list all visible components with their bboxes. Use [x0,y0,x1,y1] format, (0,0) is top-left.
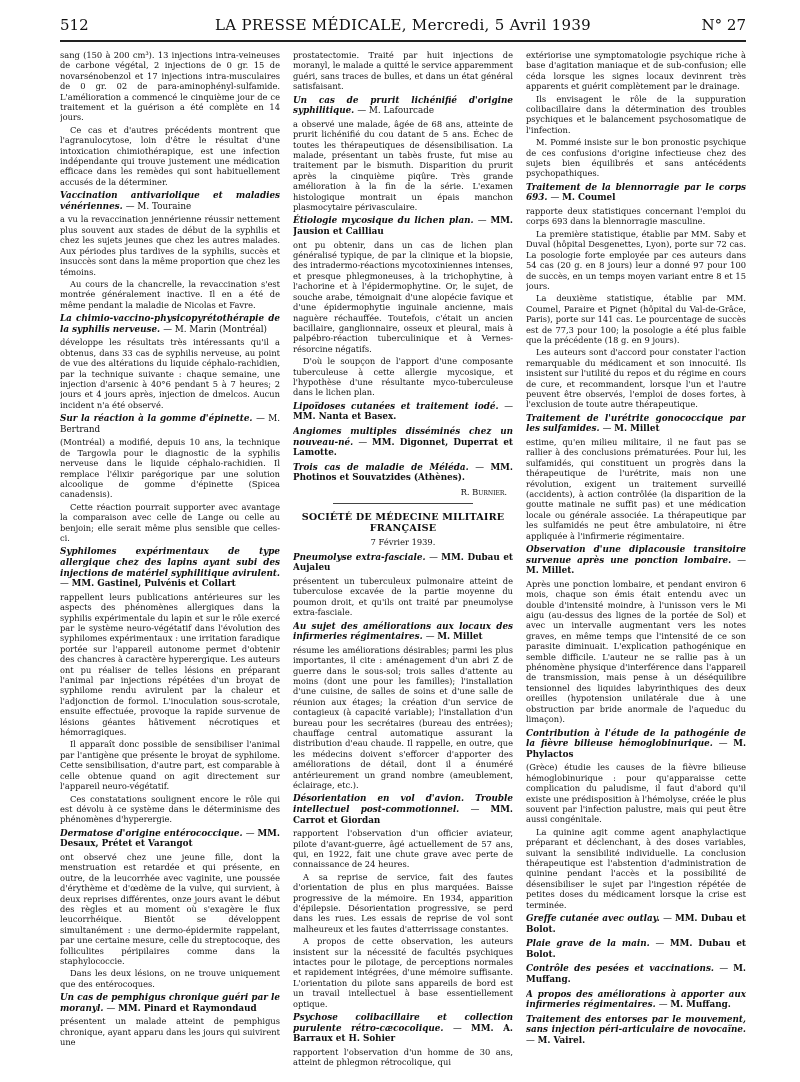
section-body: (Grèce) étudie les causes de la fièvre bilieuse hémoglobinurique : pour qu'apparaisse cette complication du paludisme, il faut d'abord qu'il existe une prédisposition à l'hémolyse, créée le plus souvent par l'infection palustre, mais qui peut être aussi congénitale. [526,762,746,825]
section-body: (Montréal) a modifié, depuis 10 ans, la technique de Targowla pour le diagnostic de la syphilis nerveuse dans le liquide céphalo-rachidien. Il remplace l'élixir parégorique par une solution alcoolique de gomme d'épinette (Spicea canadensis). [60,437,280,500]
section-title: Traitement des entorses par le mouvement, sans injection péri-articulaire de novocaïne. — M. Vairel. [526,1014,746,1046]
section-body: a vu la revaccination jennérienne réussir nettement plus souvent aux stades de début de la syphilis et chez les sujets jeunes que chez les autres malades. Aux périodes plus tardives de la syphilis, succès et insuccès sont dans la même proportion que chez les témoins. [60,214,280,277]
paragraph: Ce cas et d'autres précédents montrent que l'agranulocytose, loin d'être le résultat d'une intoxication chimiothérapique, est une infection indépendante qui trouve justement une médication efficace dans les remèdes qui sont habituellement accusés de la déterminer. [60,124,280,187]
section-body: développe les résultats très intéressants qu'il a obtenus, dans 33 cas de syphilis nerveuse, au point de vue des altérations du liquide céphalo-rachidien, par la technique suivante : chaque semaine, une injection d'arsenic à 40°6 pendant 5 à 7 heures; 2 jours et 4 jours après, injection de dmelcos. Aucun incident n'a été observé. [60,337,280,410]
section-body: rapportent l'observation d'un officier aviateur, pilote d'avant-guerre, âgé actuellement de 57 ans, qui, en 1922, fait une chute grave avec perte de connaissance de 24 heures. [293,828,513,870]
paragraph: M. Pommé insiste sur le bon pronostic psychique de ces confusions d'origine infectieuse chez des sujets bien équilibrés et sans antécédents psychopathiques. [526,137,746,179]
section-title: Trois cas de maladie de Méléda. — MM. Photinos et Souvatzides (Athènes). [293,462,513,484]
section-body: Ces constatations soulignent encore le rôle qui est dévolu à ce système dans le déterminisme des phénomènes d'hyperergie. [60,793,280,825]
section-body: résume les améliorations désirables; parmi les plus importantes, il cite : aménagement d'un abri Z de guerre dans le sous-sol; trois salles d'attente au moins (dont une pour les familles); l'installation d'une cuisine, de salles de soins et d'une salle de réunion aux étages; la création d'un service de contagieux (à capacité variable); l'installation d'un bureau pour les secrétaires (bureau des entrées); chauffage central automatique assurant la distribution d'eau chaude. Il rappelle, en outre, que les médecins doivent s'efforcer d'apporter des améliorations de détail, dont il a énuméré antérieurement un grand nombre (ameublement, éclairage, etc.). [293,644,513,790]
column-left [60,50,280,1070]
column-right [526,50,746,1070]
section-body: A sa reprise de service, fait des fautes d'orientation de plus en plus marquées. Baisse progressive de la mémoire. En 1934, apparition d'épilepsie. Désorientation progressive, se perd dans les rues. Les essais de reprise de vol sont malheureux et les fautes d'atterrissage constantes. [293,871,513,934]
section-body: rappellent leurs publications antérieures sur les aspects des phénomènes allergiques dans la syphilis expérimentale du lapin et sur le rôle exercé par le système neuro-végétatif dans l'évolution des syphilomes expérimentaux : une irritation faradique portée sur l'appareil autonome permet d'obtenir des chancres à caractère hyperergique. Les auteurs ont pu réaliser de telles lésions en préparant l'animal par injections répétées d'un broyat de syphilome rendu avirulent par la chaleur et l'adjonction de formol. L'inoculation sous-scrotale, ensuite effectuée, provoque la rapide survenue de lésions géantes hâtivement nécrotiques et hémorragiques. [60,591,280,738]
section-title: Pneumolyse extra-fasciale. — MM. Dubau et Aujaleu [293,552,513,574]
section-title: Contrôle des pesées et vaccinations. — M. Muffang. [526,964,746,985]
society-date: 7 Février 1939. [370,537,436,548]
section-body: Les auteurs sont d'accord pour constater l'action remarquable du médicament et son innocuité. Ils insistent sur l'utilité du repos et du régime en cours de cure, et recommandent, lorsque l'un et l'autre peuvent être observés, l'emploi de doses fortes, à l'exclusion de toute autre thérapeutique. [526,347,746,410]
section-title: Traitement de l'urétrite gonococcique par les sulfamides. — M. Millet [526,413,746,435]
section-title: A propos des améliorations à apporter aux infirmeries régimentaires. — M. Muffang. [526,989,746,1011]
society-heading: SOCIÉTÉ DE MÉDECINE MILITAIRE FRANÇAISE [301,512,505,535]
journal-title: LA PRESSE MÉDICALE, Mercredi, 5 Avril 1939 [214,16,592,34]
paragraph: prostatectomie. Traité par huit injections de moranyl, le malade a quitté le service apparemment guéri, sans traces de bulles, et dans un état général satisfaisant. [293,50,513,92]
section-title: Dermatose d'origine entérococcique. — MM. Desaux, Prétet et Varangot [60,828,280,850]
signature: R. Burnier. [460,486,507,497]
article-columns [60,50,746,1070]
section-body: rapporte deux statistiques concernant l'emploi du corps 693 dans la blennorragie masculine. [526,206,746,227]
section-title: Angiomes multiples disséminés chez un nouveau-né. — MM. Digonnet, Duperrat et Lamotte. [293,426,513,459]
section-body: a observé une malade, âgée de 68 ans, atteinte de prurit lichénifié du cou datant de 5 ans. Échec de toutes les thérapeutiques de désensibilisation. La malade, présentant un tabès fruste, fut mise au traitement par le bismuth. Disparition du prurit après la cinquième piqûre. Très grande amélioration à la fin de la série. L'examen histologique montrait un épais manchon plasmocytaire périvasculaire. [293,118,513,213]
section-title: Un cas de pemphigus chronique guéri par le moranyl. — MM. Pinard et Raymondaud [60,993,280,1014]
section-title: Désorientation en vol d'avion. Trouble intellectuel post-commotionnel. — MM. Carrot et Giordan [293,794,513,826]
section-body: rapportent l'observation d'un homme de 30 ans, atteint de phlegmon rétrocolique, qui [293,1046,513,1068]
section-body: ont observé chez une jeune fille, dont la menstruation est retardée et qui présente, en outre, de la leucorrhée avec vaginite, une poussée d'érythème et d'œdème de la vulve, qui survient, à deux reprises différentes, onze jours avant le début des règles et au moment où s'exagère le flux leucorrhéique. Bientôt se développent simultanément : une dermo-épidermite rappelant, par une certaine mesure, celle du streptocoque, des folliculites péripilaires comme dans la staphylococcie. [60,851,280,966]
divider [333,503,473,504]
section-body: La deuxième statistique, établie par MM. Coumel, Paraire et Pignet (hôpital du Val-de-Grâce, Paris), porte sur 141 cas. Le pourcentage de succès est de 77,3 pour 100; la posologie a été plus faible que la précédente (18 g. en 9 jours). [526,293,746,345]
page-header [60,14,746,42]
section-body: D'où le soupçon de l'apport d'une composante tuberculeuse à cette allergie mycosique, et l'hypothèse d'une résultante myco-tuberculeuse dans le lichen plan. [293,356,513,398]
section-body: Après une ponction lombaire, et pendant environ 6 mois, chaque son émis était entendu avec un double d'intensité moindre, à l'unisson vers le Mi aigu (au-dessus des lignes de la portée de Sol) et avec un intervalle augmentant vers les notes graves, en même temps que l'intensité de ce son parasite diminuait. L'explication pathogénique en semble difficile. L'auteur ne se rallie pas à un phénomène physique d'interférence dans l'appareil de transmission, mais pense à un déséquilibre tensionnel des liquides labyrinthiques des deux oreilles (hypotension unilatérale due à une obstruction par bride anormale de l'aqueduc du limaçon). [526,578,746,725]
section-title: Sur la réaction à la gomme d'épinette. — M. Bertrand [60,414,280,435]
section-title: Au sujet des améliorations aux locaux des infirmeries régimentaires. — M. Millet [293,621,513,643]
section-title: Contribution à l'étude de la pathogénie de la fièvre bilieuse hémoglobinurique. — M. Phylactos [526,728,746,760]
section-body: Dans les deux lésions, on ne trouve uniquement que des entérocoques. [60,968,280,989]
paragraph: Ils envisagent le rôle de la suppuration colibacillaire dans la détermination des troubles psychiques et le balancement psychosomatique de l'infection. [526,93,746,135]
section-title: Observation d'une diplacousie transitoire survenue après une ponction lombaire. — M. Millet. [526,545,746,577]
section-body: La quinine agit comme agent anaphylactique préparant et déclenchant, à des doses variables, suivant la sensibilité individuelle. La conclusion thérapeutique est l'abstention d'administration de quinine pendant l'accès et la possibilité de désensibiliser le sujet par l'ingestion répétée de petites doses du médicament lorsque la crise est terminée. [526,826,746,910]
paragraph: extériorise une symptomatologie psychique riche à base d'agitation maniaque et de sub-confusion; elle céda lorsque les signes locaux devinrent très apparents et guérit complètement par le drainage. [526,50,746,92]
section-title: Psychose colibacillaire et collection purulente rétro-cæcocolique. — MM. A. Barraux et H. Sohier [293,1013,513,1045]
paragraph: sang (150 à 200 cm³). 13 injections intra-veineuses de carbone végétal, 2 injections de 0 gr. 15 de novarsénobenzol et 17 injections intra-musculaires de 0 gr. 02 de para-aminophényl-sulfamide. L'amélioration a commencé le cinquième jour de ce traitement et la guérison a été complète en 14 jours. [60,50,280,123]
issue-number: N° 27 [701,16,746,34]
section-body: Cette réaction pourrait supporter avec avantage la comparaison avec celle de Lange ou celle au benjoin; elle serait même plus sensible que celles-ci. [60,501,280,543]
section-title: Greffe cutanée avec outlay. — MM. Dubau et Bolot. [526,913,746,935]
section-body: présentent un tuberculeux pulmonaire atteint de tuberculose excavée de la partie moyenne du poumon droit, et qu'ils ont traité par pneumolyse extra-fasciale. [293,575,513,618]
section-title: Vaccination antivariolique et maladies vénériennes. — M. Touraine [60,191,280,212]
section-body: estime, qu'en milieu militaire, il ne faut pas se rallier à des conclusions prématurées. Pour lui, les sulfamidés, qui constituent un progrès dans la thérapeutique de l'urétrite, mais non une révolution, exigent un traitement surveillé (accidents), à action contrôlée (la disparition de la goutte matinale ne suffit pas) et une médication locale ou générale associée. La thérapeutique par les sulfamidés ne peut être ambulatoire, ni être appliquée à l'infirmerie régimentaire. [526,436,746,541]
section-title: Traitement de la blennorragie par le corps 693. — M. Coumel [526,182,746,204]
section-title: Syphilomes expérimentaux de type allergique chez des lapins ayant subi des injections de matériel syphilitique avirulent. — MM. Gastinel, Pulvénis et Collart [60,547,280,590]
section-title: Plaie grave de la main. — MM. Dubau et Bolot. [526,939,746,960]
section-title: Étiologie mycosique du lichen plan. — MM. Jausion et Cailliau [293,216,513,238]
column-middle [293,50,513,1070]
section-body: La première statistique, établie par MM. Saby et Duval (hôpital Desgenettes, Lyon), porte sur 72 cas. La posologie forte employée par ces auteurs dans 54 cas (20 g. en 8 jours) leur a donné 97 pour 100 de succès, en un temps moyen variant entre 8 et 15 jours. [526,228,746,291]
section-body: présentent un malade atteint de pemphigus chronique, ayant apparu dans les jours qui suivirent une [60,1016,280,1048]
page-number: 512 [60,16,89,34]
section-title: Lipoïdoses cutanées et traitement iodé. — MM. Nanta et Basex. [293,401,513,423]
section-body: A propos de cette observation, les auteurs insistent sur la nécessité de facultés psychiques intactes pour le pilotage, de perceptions normales et rapidement intégrées, d'une mémoire suffisante. L'orientation du pilote sans appareils de bord est un travail intellectuel à base essentiellement optique. [293,936,513,1009]
section-title: La chimio-vaccino-physicopyrétothérapie de la syphilis nerveuse. — M. Marin (Montréal) [60,314,280,335]
section-body: Il apparaît donc possible de sensibiliser l'animal par l'antigène que présente le broyat de syphilome. Cette sensibilisation, d'autre part, est comparable à celle obtenue quand on agit directement sur l'appareil neuro-végétatif. [60,739,280,792]
section-title: Un cas de prurit lichénifié d'origine syphilitique. — M. Lafourcade [293,95,513,117]
section-body: ont pu obtenir, dans un cas de lichen plan généralisé typique, de par la clinique et la biopsie, des intradermo-réactions mycotoxiniennes intenses, et presque phlegmoneuses, à la trichophytine, à l'achorine et à l'épidermophytine. Or, le sujet, de souche arabe, témoignait d'une alopécie favique et d'une épidermophytie inguinale ancienne, mais naguère réchauffée. Toutefois, c'était un ancien bacillaire, ganglionnaire, osseux et pleural, mais à palpébro-réaction tuberculinique et à Vernes-résorcine négatifs. [293,239,513,354]
section-body: Au cours de la chancrelle, la revaccination s'est montrée généralement inactive. Il en a été de même pendant la maladie de Nicolas et Favre. [60,278,280,310]
